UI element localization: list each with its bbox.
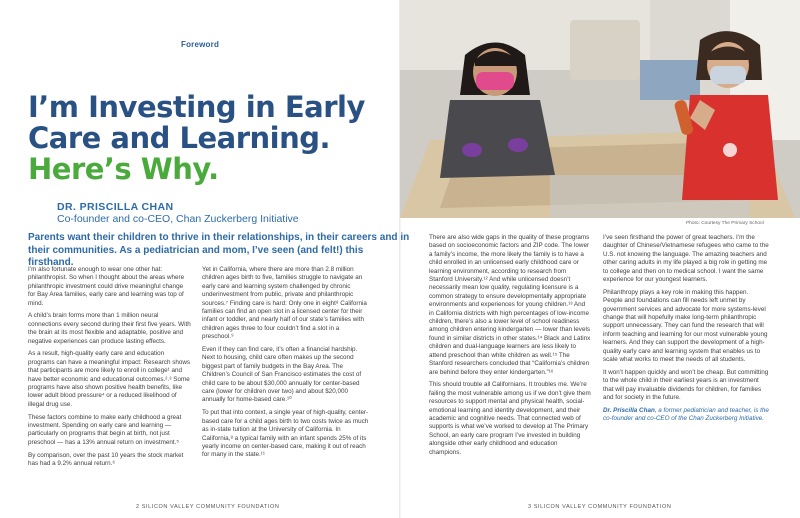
paragraph: I’m also fortunate enough to wear one other hat: philanthropist. So when I thought about the areas where philanthropic investment could drive meaningful change for Bay Area families, early care and learning was top of mind. xyxy=(28,266,185,307)
paragraph: As a result, high-quality early care and education programs can have a meaningful impact: Research shows that participants are more likely to enroll in college¹ and have better economic and educational outcomes.²˒³ Some programs have also shown positive health benefits, like lower adult blood pressure⁴ or a reduced likelihood of illegal drug use. xyxy=(28,350,191,408)
paragraph: There are also wide gaps in the quality of these programs based on socioeconomic factors and ZIP code. The lower a family’s income, the more likely the family is to have a child enrolled in an unlicensed early childhood care or learning environment, according to research from Stanford University.¹² And while unlicensed doesn’t necessarily mean low quality, regulating licensure is a common strategy to ensure developmentally appropriate environments and experiences for young children.¹³ And in California districts with high percentages of low-income children, there’s also a lower level of school readiness among children entering kindergarten — lower than levels found in similar districts in other states.¹⁴ Black and Latinx children and dual-language learners are less likely to attend preschool than white children as well.¹⁵ The Stanford researchers concluded that “California’s children are behind before they enter kindergarten.”¹⁶ xyxy=(429,234,591,376)
paragraph: Yet in California, where there are more than 2.8 million children ages birth to five, families struggle to navigate an early care and learning system challenged by chronic underinvestment from public, private and philanthropic sources.⁷ Finding care is hard: Only one in eight⁸ California families can find an open slot in a licensed center for their infant or toddler, and nearly half of our state’s families with children ages three to four couldn’t find a slot in a preschool.⁹ xyxy=(202,266,367,341)
headline-line-1: I’m Investing in Early xyxy=(28,90,365,124)
paragraph: It won’t happen quickly and won’t be cheap. But committing to the whole child in their earliest years is an investment that will pay invaluable dividends for children, for families and for society in the future. xyxy=(603,368,769,402)
author-name: DR. PRISCILLA CHAN xyxy=(57,201,174,213)
body-column-1 xyxy=(28,266,192,473)
paragraph: Philanthropy plays a key role in making this happen. People and foundations can fill needs left unmet by government services and advocate for more systems-level change that will hopefully make long-term philanthropic support unnecessary. They can fund the research that will inform teaching and learning for our most vulnerable young learners. And they can support the development of a high-quality early care and learning system that enables us to scale what works to meet the needs of all students. xyxy=(603,288,768,364)
headline-line-2: Care and Learning. xyxy=(28,121,331,155)
author-title: Co-founder and co-CEO, Chan Zuckerberg Initiative xyxy=(57,213,299,225)
paragraph: Even if they can find care, it’s often a financial hardship. Next to housing, child care often makes up the second biggest part of family budgets in the Bay Area. The Children’s Council of San Francisco estimates the cost of child care to be about $30,000 annually for center-based care (lower for children over two) and about $20,000 annually for home-based care.¹⁰ xyxy=(202,346,362,404)
paragraph: I’ve seen firsthand the power of great teachers. I’m the daughter of Chinese/Vietnamese refugees who came to the U.S. not knowing the language. The amazing teachers and other caring adults in my life played a big role in getting me to college and then on to medical school. I want the same experience for our youngest learners. xyxy=(603,234,769,284)
paragraph: This should trouble all Californians. It troubles me. We’re failing the most vulnerable among us if we don’t give them resources to support mental and physical health, social-emotional learning and identity development, and their academic and cognitive needs. That connected web of supports is what we’ve worked to develop at The Primary School, an early care program I’ve invested in building alongside other early childhood and education champions. xyxy=(429,381,591,456)
headline-line-3: Here’s Why. xyxy=(28,152,219,186)
photo-illustration xyxy=(400,0,800,218)
paragraph: These factors combine to make early childhood a great investment. Spending on early care and learning — particularly on programs that begin at birth, not just preschool — has a 13% annual return on investment.⁵ xyxy=(28,413,182,446)
body-column-3 xyxy=(429,234,591,461)
paragraph: By comparison, over the past 10 years the stock market has had a 9.2% annual return.⁶ xyxy=(28,451,184,468)
paragraph: A child’s brain forms more than 1 million neural connections every second during their first five years. With the brain at its most flexible and adaptable, positive and negative experiences can produce lasting effects. xyxy=(28,312,191,345)
body-column-4 xyxy=(603,234,769,428)
body-column-2 xyxy=(202,266,370,464)
lede-paragraph: Parents want their children to thrive in their relationships, in their careers and in their communities. As a pediatrician and mom, I’ve seen (and felt!) this firsthand. xyxy=(28,232,410,268)
section-label: Foreword xyxy=(181,40,220,49)
paragraph: To put that into context, a single year of high-quality, center-based care for a child ages birth to two costs twice as much as in-state tuition at the University of California. In California,⁸ a typical family with an infant spends 25% of its yearly income on center-based care, making it out of reach for many in the state.¹¹ xyxy=(202,409,369,459)
footer-left: 2 SILICON VALLEY COMMUNITY FOUNDATION xyxy=(136,504,280,510)
signoff-text: , a former pediatrician and teacher, is the co-founder and co-CEO of the Chan Zuckerberg Initiative. xyxy=(603,406,769,423)
headline xyxy=(28,92,398,185)
photo-credit: Photo: Courtesy The Primary School xyxy=(686,221,764,226)
author-signoff xyxy=(603,407,769,424)
signoff-name: Dr. Priscilla Chan xyxy=(603,406,655,414)
footer-right: 3 SILICON VALLEY COMMUNITY FOUNDATION xyxy=(528,504,672,510)
classroom-photo xyxy=(400,0,800,218)
